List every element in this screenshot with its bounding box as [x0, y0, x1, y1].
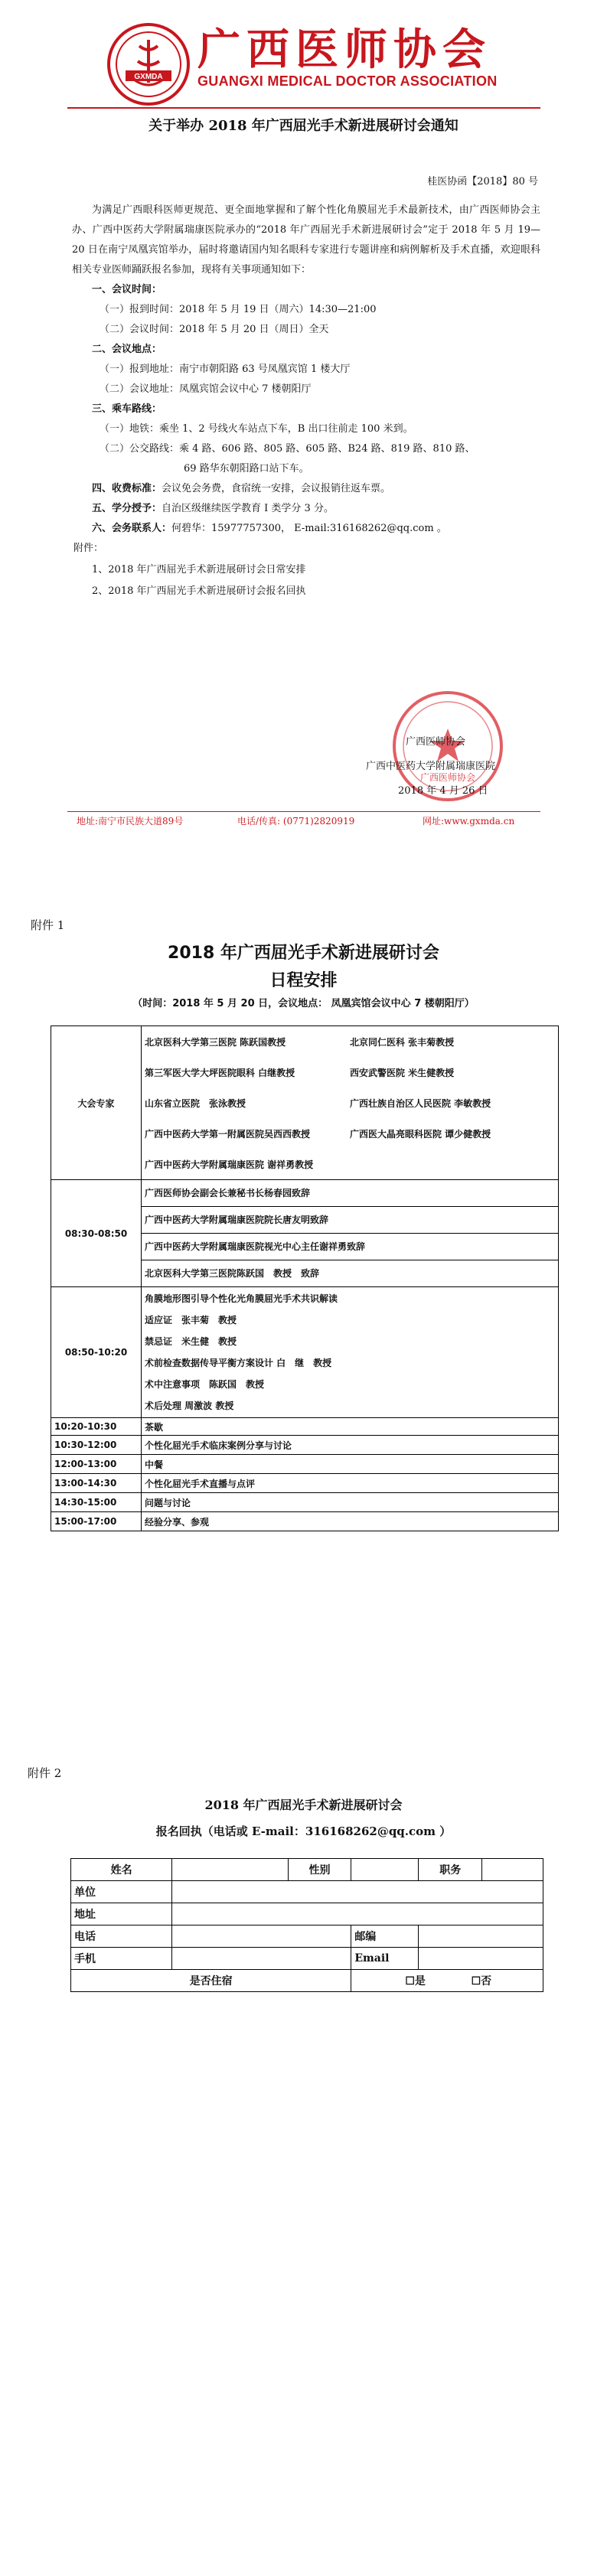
notice-title: 关于举办 2018 年广西屈光手术新进展研讨会通知: [148, 118, 459, 134]
accommodation-no-checkbox[interactable]: ☐否: [471, 1975, 492, 1987]
opening-speech: 广西中医药大学附属瑞康医院院长唐友明致辞: [142, 1207, 558, 1234]
svg-text:GXMDA: GXMDA: [134, 73, 163, 81]
expert-name: 西安武警医院 米生健教授: [350, 1067, 455, 1078]
position-field[interactable]: [482, 1859, 543, 1881]
phone-field[interactable]: [172, 1925, 351, 1948]
signature-hospital: 广西中医药大学附属瑞康医院: [366, 761, 496, 772]
section-1-line-2: （二）会议时间：2018 年 5 月 20 日（周日）全天: [100, 324, 329, 335]
schedule-item: 问题与讨论: [142, 1493, 559, 1512]
zip-label: 邮编: [351, 1925, 419, 1948]
experts-label: 大会专家: [51, 1026, 142, 1180]
talk-item: 禁忌证 米生健 教授: [145, 1336, 237, 1347]
section-2-heading: 二、会议地点：: [92, 344, 162, 355]
schedule-row: [51, 1512, 559, 1531]
talks-row: [51, 1287, 559, 1418]
org-name-cn: 广西医师协会: [197, 25, 491, 75]
schedule-time: 10:30-12:00: [51, 1436, 142, 1455]
gender-label: 性别: [288, 1859, 351, 1881]
footer-website: 网址:www.gxmda.cn: [423, 816, 515, 827]
name-label: 姓名: [71, 1859, 172, 1881]
registration-form: [70, 1858, 543, 1992]
schedule-row: [51, 1493, 559, 1512]
section-3-line-3: 69 路华东朝阳路口站下车。: [184, 463, 309, 474]
section-2-line-2: （二）会议地址：凤凰宾馆会议中心 7 楼朝阳厅: [100, 383, 312, 395]
experts-row: [51, 1026, 559, 1180]
expert-name: 广西壮族自治区人民医院 李敏教授: [350, 1097, 491, 1109]
talk-item: 术前检查数据传导平衡方案设计 白 继 教授: [145, 1358, 332, 1368]
talk-item: 术后处理 周激波 教授: [145, 1400, 234, 1411]
talk-item: 适应证 张丰菊 教授: [145, 1315, 237, 1325]
talks-time: 08:50-10:20: [51, 1287, 142, 1418]
schedule-item: 个性化屈光手术临床案例分享与讨论: [142, 1436, 559, 1455]
section-1-heading: 一、会议时间：: [92, 284, 162, 295]
section-4-heading: 四、收费标准：: [92, 483, 162, 494]
talk-item: 术中注意事项 陈跃国 教授: [145, 1379, 265, 1390]
unit-label: 单位: [71, 1881, 172, 1903]
section-4-text: 会议免会务费，食宿统一安排，会议报销往返车票。: [162, 483, 391, 494]
section-5-text: 自治区级继续医学教育 I 类学分 3 分。: [162, 503, 334, 514]
name-field[interactable]: [172, 1859, 288, 1881]
expert-name: 北京同仁医科 张丰菊教授: [350, 1036, 455, 1048]
footer-divider: [67, 811, 540, 812]
attachment-2: 2、2018 年广西屈光手术新进展研讨会报名回执: [92, 585, 306, 597]
opening-speech: 广西中医药大学附属瑞康医院视光中心主任谢祥勇致辞: [142, 1234, 558, 1260]
expert-name: 山东省立医院 张泳教授: [145, 1097, 246, 1109]
schedule-time: 13:00-14:30: [51, 1474, 142, 1493]
annex-1-label: 附件 1: [31, 918, 65, 932]
zip-field[interactable]: [419, 1925, 543, 1948]
section-5-heading: 五、学分授予：: [92, 503, 162, 514]
schedule-time: 15:00-17:00: [51, 1512, 142, 1531]
annex-2-title: 2018 年广西屈光手术新进展研讨会: [204, 1798, 403, 1812]
schedule-item: 经验分享、参观: [142, 1512, 559, 1531]
schedule-item: 个性化屈光手术直播与点评: [142, 1474, 559, 1493]
opening-speech: 广西医师协会副会长兼秘书长杨春园致辞: [142, 1180, 558, 1207]
schedule-time: 10:20-10:30: [51, 1418, 142, 1436]
address-field[interactable]: [172, 1903, 543, 1925]
header-divider: [67, 107, 540, 109]
section-1-line-1: （一）报到时间：2018 年 5 月 19 日（周六）14:30—21:00: [100, 304, 377, 315]
section-6-text: 何碧华：15977757300， E-mail:316168262@qq.com 。: [171, 523, 447, 534]
schedule-table: [51, 1026, 559, 1531]
section-3-line-1: （一）地铁：乘坐 1、2 号线火车站点下车，B 出口往前走 100 米到。: [100, 423, 413, 435]
opening-speech: 北京医科大学第三医院陈跃国 教授 致辞: [145, 1268, 320, 1279]
schedule-time: 14:30-15:00: [51, 1493, 142, 1512]
unit-field[interactable]: [172, 1881, 543, 1903]
gender-field[interactable]: [351, 1859, 419, 1881]
footer-address: 地址:南宁市民族大道89号: [77, 816, 184, 827]
schedule-time: 12:00-13:00: [51, 1455, 142, 1474]
notice-intro: 为满足广西眼科医师更规范、更全面地掌握和了解个性化角膜屈光手术最新技术，由广西医师协会主办、广西中医药大学附属瑞康医院承办的“2018 年广西屈光手术新进展研讨会”定于 2018 年 5 月 19—20 日在南宁凤凰宾馆举办，届时将邀请国内知名眼科专家进行专题讲座和病例解析及手术直播，欢迎眼科相关专业医师踊跃报名参加，现将有关事项通知如下：: [72, 204, 540, 276]
signature-date: 2018 年 4 月 26 日: [398, 785, 488, 797]
expert-name: 第三军医大学大坪医院眼科 白继教授: [145, 1067, 295, 1078]
address-label: 地址: [71, 1903, 172, 1925]
schedule-item: 茶歇: [142, 1418, 559, 1436]
annex-1-meta: （时间：2018 年 5 月 20 日，会议地点： 凤凰宾馆会议中心 7 楼朝阳厅）: [132, 998, 475, 1009]
signature-org: 广西医师协会: [406, 736, 466, 748]
schedule-item: 中餐: [142, 1455, 559, 1474]
footer-phone: 电话/传真: (0771)2820919: [237, 816, 355, 827]
association-logo: [107, 23, 190, 106]
expert-name: 广西中医药大学附属瑞康医院 谢祥勇教授: [145, 1159, 314, 1170]
annex-2-subtitle: 报名回执（电话或 E-mail：316168262@qq.com ）: [155, 1824, 452, 1838]
schedule-row: [51, 1474, 559, 1493]
section-3-line-2: （二）公交路线：乘 4 路、606 路、805 路、605 路、B24 路、819 路、810 路、: [100, 443, 475, 455]
attachments-heading: 附件：: [73, 543, 104, 554]
expert-name: 广西中医药大学第一附属医院吴西西教授: [145, 1128, 311, 1140]
expert-name: 广西医大晶亮眼科医院 谭少健教授: [350, 1128, 491, 1140]
expert-pair: [145, 1057, 555, 1087]
opening-time: 08:30-08:50: [51, 1180, 142, 1287]
accommodation-label: 是否住宿: [71, 1970, 351, 1992]
schedule-row: [51, 1455, 559, 1474]
schedule-row: [51, 1436, 559, 1455]
annex-2-label: 附件 2: [28, 1766, 62, 1780]
attachment-1: 1、2018 年广西屈光手术新进展研讨会日常安排: [92, 564, 306, 576]
section-2-line-1: （一）报到地址：南宁市朝阳路 63 号凤凰宾馆 1 楼大厅: [100, 364, 351, 375]
org-name-en: GUANGXI MEDICAL DOCTOR ASSOCIATION: [197, 73, 498, 89]
position-label: 职务: [419, 1859, 482, 1881]
expert-pair: [145, 1149, 555, 1179]
annex-1-subtitle: 日程安排: [269, 971, 338, 990]
annex-1-title: 2018 年广西屈光手术新进展研讨会: [168, 944, 439, 963]
accommodation-yes-checkbox[interactable]: ☐是: [405, 1975, 426, 1987]
section-3-heading: 三、乘车路线：: [92, 403, 162, 415]
doc-number: 桂医协函【2018】80 号: [427, 176, 538, 187]
email-label: Email: [351, 1948, 419, 1970]
mobile-field[interactable]: [172, 1948, 351, 1970]
talk-item: 角膜地形图引导个性化光角膜屈光手术共识解读: [145, 1293, 338, 1304]
svg-text:广西医师协会: 广西医师协会: [419, 772, 476, 783]
expert-pair: [145, 1087, 555, 1118]
mobile-label: 手机: [71, 1948, 172, 1970]
section-6-heading: 六、会务联系人：: [92, 523, 172, 534]
opening-row: [51, 1180, 559, 1287]
expert-pair: [145, 1026, 555, 1057]
expert-name: 北京医科大学第三医院 陈跃国教授: [145, 1036, 286, 1048]
schedule-row: [51, 1418, 559, 1436]
expert-pair: [145, 1118, 555, 1149]
email-field[interactable]: [419, 1948, 543, 1970]
phone-label: 电话: [71, 1925, 172, 1948]
